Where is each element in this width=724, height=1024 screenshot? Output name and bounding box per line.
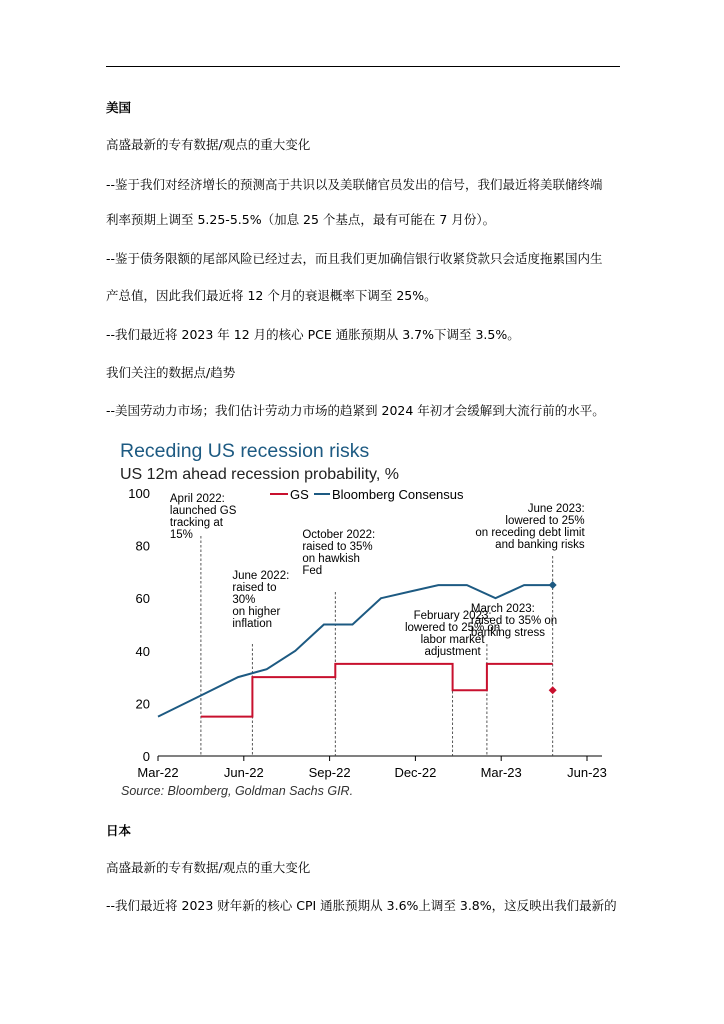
annotation-5-line-1: lowered to 25% <box>505 515 585 527</box>
annotation-0-line-1: launched GS <box>169 505 237 517</box>
us-paragraph-3: --我们最近将 2023 年 12 月的核心 PCE 通胀预期从 3.7%下调至 3.5%。 <box>106 327 520 342</box>
annotation-3-line-0: February 2023: <box>413 610 492 622</box>
annotation-5-line-3: and banking risks <box>495 539 585 551</box>
chart-subtitle: US 12m ahead recession probability, % <box>120 466 399 483</box>
y-tick-label-60: 60 <box>135 591 150 607</box>
y-tick-label-80: 80 <box>135 538 150 554</box>
annotation-4-line-2: banking stress <box>470 627 546 639</box>
annotation-0-line-3: 15% <box>169 529 193 541</box>
annotation-3-line-2: labor market <box>420 634 485 646</box>
y-tick-label-100: 100 <box>128 486 150 501</box>
annotations <box>170 493 586 658</box>
y-tick-label-20: 20 <box>135 696 150 712</box>
y-axis <box>128 486 150 764</box>
annotation-3-line-3: adjustment <box>424 646 481 658</box>
x-tick-label-Jun-23: Jun-23 <box>567 765 607 780</box>
annotation-1-line-1: raised to <box>232 582 277 594</box>
annotation-5 <box>475 503 585 551</box>
annotation-2-line-3: Fed <box>302 565 323 577</box>
legend-gs-label: GS <box>290 487 309 502</box>
annotation-4 <box>471 603 557 639</box>
y-tick-label-0: 0 <box>142 749 150 764</box>
y-tick-label-40: 40 <box>135 643 150 659</box>
us-paragraph-4: --美国劳动力市场；我们估计劳动力市场的趋紧到 2024 年初才会缓解到大流行前的水平。 <box>106 403 605 418</box>
series-layer <box>158 581 557 717</box>
x-tick-label-Jun-22: Jun-22 <box>223 765 264 780</box>
chart-title: Receding US recession risks <box>120 440 370 462</box>
annotation-guides <box>201 536 553 756</box>
annotation-2-line-2: on hawkish <box>302 553 360 565</box>
recession-risk-chart <box>112 434 612 804</box>
annotation-1-line-2: 30% <box>232 594 256 606</box>
us-heading: 美国 <box>106 100 132 115</box>
annotation-4-line-0: March 2023: <box>470 603 535 615</box>
us-paragraph-2-line-1: --鉴于债务限额的尾部风险已经过去，而且我们更加确信银行收紧贷款只会适度拖累国内生 <box>106 251 603 266</box>
us-paragraph-1-line-2: 利率预期上调至 5.25-5.5%（加息 25 个基点，最有可能在 7 月份）。 <box>106 212 496 227</box>
consensus-endpoint-marker <box>549 581 557 589</box>
annotation-2-line-1: raised to 35% <box>302 541 373 553</box>
legend-consensus-label: Bloomberg Consensus <box>332 487 464 502</box>
annotation-1-line-0: June 2022: <box>232 570 290 582</box>
annotation-1-line-3: on higher <box>232 606 281 618</box>
jp-paragraph-1: --我们最近将 2023 财年新的核心 CPI 通胀预期从 3.6%上调至 3.8%，这反映出我们最新的 <box>106 898 617 913</box>
annotation-2 <box>302 529 375 577</box>
x-axis <box>137 756 606 780</box>
annotation-1-line-4: inflation <box>232 618 273 630</box>
annotation-3-line-1: lowered to 25% on <box>404 622 501 634</box>
us-paragraph-2-line-2: 产总值，因此我们最近将 12 个月的衰退概率下调至 25%。 <box>106 288 437 303</box>
annotation-1 <box>232 570 289 630</box>
chart-legend <box>270 487 464 502</box>
x-tick-label-Sep-22: Sep-22 <box>308 765 351 780</box>
us-paragraph-1-line-1: --鉴于我们对经济增长的预测高于共识以及美联储官员发出的信号，我们最近将美联储终端 <box>106 177 603 192</box>
us-subheading-changes: 高盛最新的专有数据/观点的重大变化 <box>106 137 311 152</box>
annotation-0-line-0: April 2022: <box>169 493 225 505</box>
jp-subheading-changes: 高盛最新的专有数据/观点的重大变化 <box>106 860 311 875</box>
us-subheading-trends: 我们关注的数据点/趋势 <box>106 365 236 380</box>
annotation-5-line-2: on receding debt limit <box>475 527 585 539</box>
chart-source: Source: Bloomberg, Goldman Sachs GIR. <box>121 784 354 798</box>
annotation-0-line-2: tracking at <box>169 517 223 529</box>
jp-heading: 日本 <box>106 823 132 838</box>
annotation-2-line-0: October 2022: <box>302 529 376 541</box>
x-tick-label-Mar-22: Mar-22 <box>137 765 179 780</box>
header-rule <box>106 66 620 67</box>
gs-endpoint-marker <box>549 686 557 694</box>
annotation-4-line-1: raised to 35% on <box>470 615 558 627</box>
x-tick-label-Dec-22: Dec-22 <box>394 765 437 780</box>
annotation-0 <box>170 493 237 541</box>
annotation-5-line-0: June 2023: <box>527 503 585 515</box>
x-tick-label-Mar-23: Mar-23 <box>480 765 522 780</box>
